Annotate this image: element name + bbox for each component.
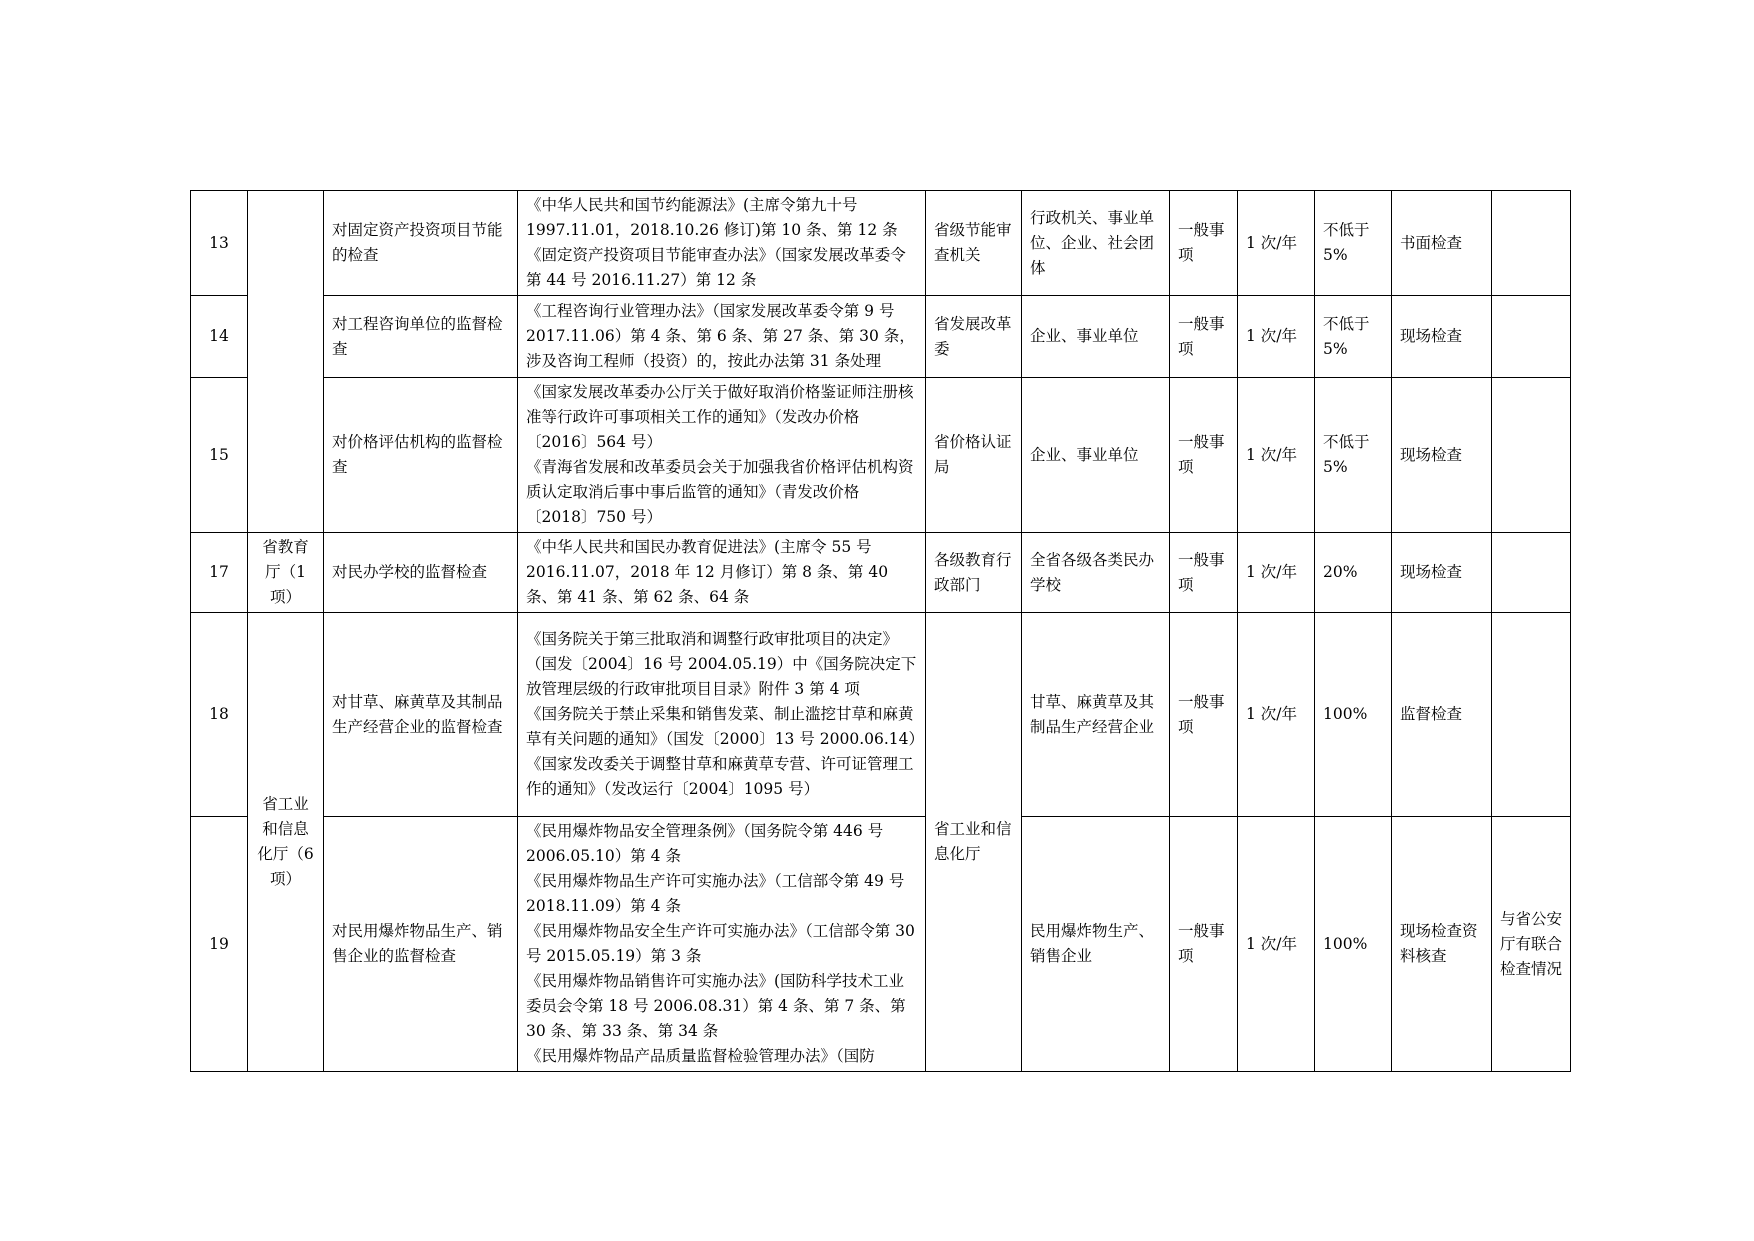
basis-line: 《国务院关于禁止采集和销售发菜、制止滥挖甘草和麻黄草有关问题的通知》（国发〔2000〕13 号 2000.06.14） [526,705,925,748]
legal-basis [518,533,926,613]
legal-basis [518,296,926,378]
frequency: 1 次/年 [1238,533,1315,613]
row-number: 17 [191,533,248,613]
basis-line: 《民用爆炸物品产品质量监督检验管理办法》（国防 [526,1047,875,1065]
basis-line: 《青海省发展和改革委员会关于加强我省价格评估机构资质认定取消后事中事后监管的通知》（青发改价格〔2018〕750 号） [526,458,914,526]
frequency: 1 次/年 [1238,817,1315,1072]
remark: 与省公安厅有联合检查情况 [1492,817,1571,1072]
basis-line: 《国家发改委关于调整甘草和麻黄草专营、许可证管理工作的通知》（发改运行〔2004〕1095 号） [526,755,914,798]
inspection-item: 对民用爆炸物品生产、销售企业的监督检查 [324,817,518,1072]
table-row [191,378,1571,533]
inspecting-body: 省价格认证局 [926,378,1022,533]
frequency: 1 次/年 [1238,296,1315,378]
legal-basis [518,378,926,533]
frequency: 1 次/年 [1238,191,1315,296]
inspecting-body: 省工业和信息化厅 [926,613,1022,1072]
remark [1492,533,1571,613]
inspection-item: 对价格评估机构的监督检查 [324,378,518,533]
sampling-ratio: 100% [1315,613,1392,817]
inspection-method: 现场检查 [1392,378,1492,533]
basis-line: 《民用爆炸物品销售许可实施办法》(国防科学技术工业委员会令第 18 号 2006.08.31）第 4 条、第 7 条、第 30 条、第 33 条、第 34 条 [526,972,906,1040]
sampling-ratio: 不低于5% [1315,296,1392,378]
basis-line: 《固定资产投资项目节能审查办法》（国家发展改革委令第 44 号 2016.11.27）第 12 条 [526,246,906,289]
item-type: 一般事项 [1170,613,1238,817]
inspection-method: 书面检查 [1392,191,1492,296]
inspecting-body: 省级节能审查机关 [926,191,1022,296]
department-cell: 省工业和信息化厅（6 项） [248,613,324,1072]
basis-line: 《民用爆炸物品生产许可实施办法》（工信部令第 49 号 2018.11.09）第 4 条 [526,872,905,915]
legal-basis [518,191,926,296]
inspection-method: 现场检查 [1392,296,1492,378]
department-cell [248,191,324,533]
remark [1492,378,1571,533]
table-row [191,613,1571,817]
row-number: 13 [191,191,248,296]
item-type: 一般事项 [1170,296,1238,378]
remark [1492,613,1571,817]
basis-line: 《国家发展改革委办公厅关于做好取消价格鉴证师注册核准等行政许可事项相关工作的通知》（发改办价格〔2016〕564 号） [526,383,914,451]
inspection-object: 甘草、麻黄草及其制品生产经营企业 [1022,613,1170,817]
legal-basis [518,613,926,817]
inspection-item: 对固定资产投资项目节能的检查 [324,191,518,296]
inspection-item: 对民办学校的监督检查 [324,533,518,613]
basis-line: 《中华人民共和国节约能源法》(主席令第九十号 1997.11.01，2018.10.26 修订)第 10 条、第 12 条 [526,196,898,239]
item-type: 一般事项 [1170,533,1238,613]
inspection-method: 现场检查 [1392,533,1492,613]
legal-basis [518,817,926,1072]
inspecting-body: 各级教育行政部门 [926,533,1022,613]
table-row [191,296,1571,378]
row-number: 15 [191,378,248,533]
row-number: 19 [191,817,248,1072]
inspection-method: 现场检查资料核查 [1392,817,1492,1072]
row-number: 14 [191,296,248,378]
inspection-item: 对工程咨询单位的监督检查 [324,296,518,378]
table-row [191,533,1571,613]
basis-line: 《民用爆炸物品安全管理条例》（国务院令第 446 号 2006.05.10）第 4 条 [526,822,884,865]
inspection-object: 民用爆炸物生产、销售企业 [1022,817,1170,1072]
sampling-ratio: 不低于5% [1315,378,1392,533]
frequency: 1 次/年 [1238,613,1315,817]
inspection-item: 对甘草、麻黄草及其制品生产经营企业的监督检查 [324,613,518,817]
inspection-method: 监督检查 [1392,613,1492,817]
sampling-ratio: 不低于5% [1315,191,1392,296]
basis-line: 《工程咨询行业管理办法》（国家发展改革委令第 9 号 2017.11.06）第 4 条、第 6 条、第 27 条、第 30 条，涉及咨询工程师（投资）的，按此办法第 31 条处理 [526,302,915,370]
table-row [191,817,1571,1072]
sampling-ratio: 100% [1315,817,1392,1072]
item-type: 一般事项 [1170,378,1238,533]
inspection-object: 行政机关、事业单位、企业、社会团体 [1022,191,1170,296]
basis-line: 《中华人民共和国民办教育促进法》(主席令 55 号 2016.11.07，2018 年 12 月修订）第 8 条、第 40 条、第 41 条、第 62 条、64 条 [526,538,889,606]
remark [1492,191,1571,296]
inspection-object: 企业、事业单位 [1022,296,1170,378]
remark [1492,296,1571,378]
inspecting-body: 省发展改革委 [926,296,1022,378]
frequency: 1 次/年 [1238,378,1315,533]
sampling-ratio: 20% [1315,533,1392,613]
supervision-items-table [190,190,1571,1072]
basis-line: 《国务院关于第三批取消和调整行政审批项目的决定》（国发〔2004〕16 号 2004.05.19）中《国务院决定下放管理层级的行政审批项目目录》附件 3 第 4 项 [526,630,917,698]
table-row [191,191,1571,296]
department-cell: 省教育厅（1 项） [248,533,324,613]
inspection-object: 企业、事业单位 [1022,378,1170,533]
item-type: 一般事项 [1170,191,1238,296]
inspection-object: 全省各级各类民办学校 [1022,533,1170,613]
row-number: 18 [191,613,248,817]
basis-line: 《民用爆炸物品安全生产许可实施办法》（工信部令第 30 号 2015.05.19）第 3 条 [526,922,915,965]
item-type: 一般事项 [1170,817,1238,1072]
